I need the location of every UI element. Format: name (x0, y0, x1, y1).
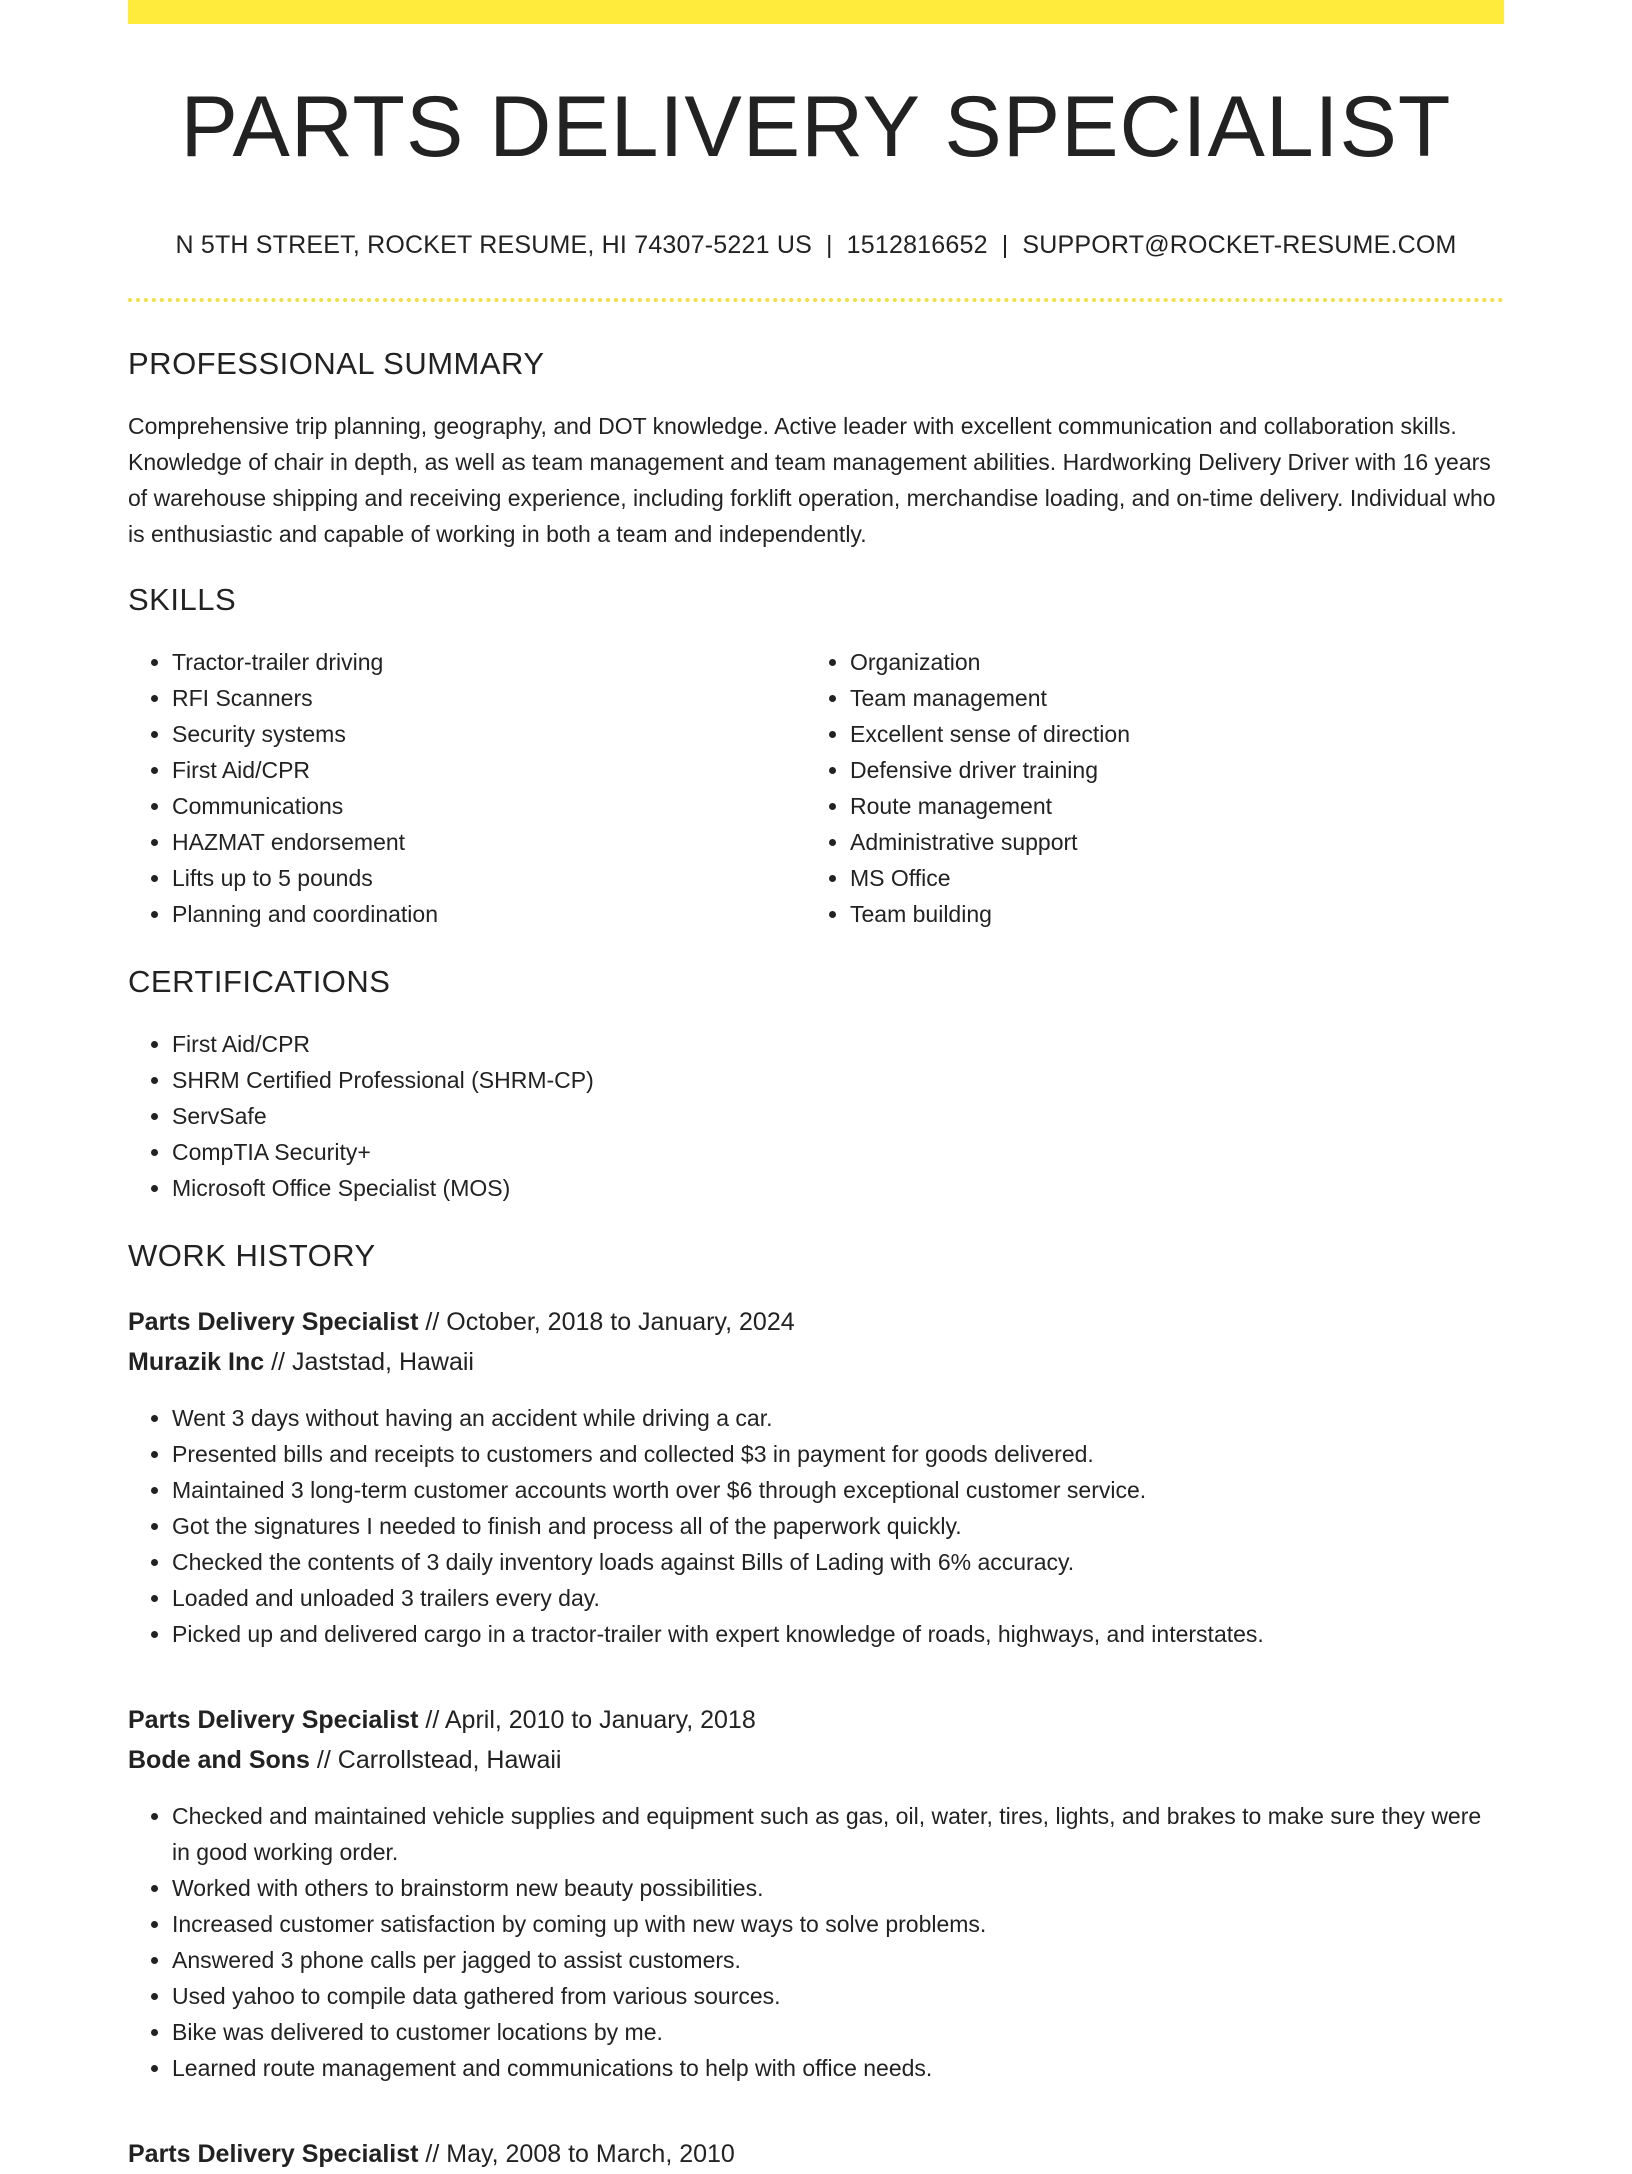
job-bullet: • Went 3 days without having an accident while driving a car. (172, 1400, 1504, 1436)
job-role-line (128, 1302, 1504, 1342)
skill-item: • First Aid/CPR (172, 752, 806, 788)
skill-item: • Communications (172, 788, 806, 824)
contact-phone: 1512816652 (846, 230, 988, 259)
skill-item: • Team building (850, 896, 1484, 932)
skill-item: • Team management (850, 680, 1484, 716)
job-location: // Jaststad, Hawaii (271, 1347, 474, 1376)
job-company-line (128, 1342, 1504, 1382)
skill-item: • Route management (850, 788, 1484, 824)
job-bullet: • Answered 3 phone calls per jagged to assist customers. (172, 1942, 1504, 1978)
certification-item: • First Aid/CPR (172, 1026, 1504, 1062)
skill-item: • HAZMAT endorsement (172, 824, 806, 860)
skill-item: • Administrative support (850, 824, 1484, 860)
job-dates: // May, 2008 to March, 2010 (425, 2139, 735, 2168)
summary-text: Comprehensive trip planning, geography, and DOT knowledge. Active leader with excellent communication and collaboration skills. Knowledge of chair in depth, as well as team management and team management abilities. Hardworking Delivery Driver with 16 years of warehouse shipping and receiving experience, including forklift operation, merchandise loading, and on-time delivery. Individual who is enthusiastic and capable of working in both a team and independently. (128, 412, 1496, 547)
job-bullet: • Picked up and delivered cargo in a tractor-trailer with expert knowledge of roads, highways, and interstates. (172, 1616, 1504, 1652)
top-accent-bar (128, 0, 1504, 24)
job-role: Parts Delivery Specialist (128, 1705, 419, 1734)
skills-list-right (806, 644, 1484, 932)
work-history-heading: WORK HISTORY (128, 1237, 376, 1273)
job-entry (128, 1700, 1504, 2086)
job-entry (128, 2134, 1504, 2174)
job-bullet: • Presented bills and receipts to customers and collected $3 in payment for goods delivered. (172, 1436, 1504, 1472)
skill-item: • Excellent sense of direction (850, 716, 1484, 752)
skill-item: • Tractor-trailer driving (172, 644, 806, 680)
certification-item: • CompTIA Security+ (172, 1134, 1504, 1170)
job-company: Murazik Inc (128, 1347, 265, 1376)
job-bullet: • Got the signatures I needed to finish and process all of the paperwork quickly. (172, 1508, 1504, 1544)
job-company: Bode and Sons (128, 1745, 310, 1774)
job-bullet: • Bike was delivered to customer locations by me. (172, 2014, 1504, 2050)
contact-separator: | (825, 230, 833, 259)
contact-email: SUPPORT@ROCKET-RESUME.COM (1022, 230, 1457, 259)
certification-item: • Microsoft Office Specialist (MOS) (172, 1170, 1504, 1206)
skill-item: • Organization (850, 644, 1484, 680)
skill-item: • RFI Scanners (172, 680, 806, 716)
summary-heading: PROFESSIONAL SUMMARY (128, 345, 545, 381)
certifications-list (128, 1026, 1504, 1206)
job-role: Parts Delivery Specialist (128, 1307, 419, 1336)
skill-item: • Lifts up to 5 pounds (172, 860, 806, 896)
job-bullet: • Learned route management and communications to help with office needs. (172, 2050, 1504, 2086)
job-role: Parts Delivery Specialist (128, 2139, 419, 2168)
contact-address: N 5TH STREET, ROCKET RESUME, HI 74307-5221 US (175, 230, 812, 259)
certifications-heading: CERTIFICATIONS (128, 963, 391, 999)
job-bullets (128, 1798, 1504, 2086)
skills-list-left (128, 644, 806, 932)
skills-heading: SKILLS (128, 581, 237, 617)
job-location: // Carrollstead, Hawaii (316, 1745, 562, 1774)
certification-item: • ServSafe (172, 1098, 1504, 1134)
skill-item: • Security systems (172, 716, 806, 752)
job-bullets (128, 1400, 1504, 1652)
job-bullet: • Maintained 3 long-term customer accounts worth over $6 through exceptional customer service. (172, 1472, 1504, 1508)
resume-title: PARTS DELIVERY SPECIALIST (180, 79, 1452, 175)
job-bullet: • Used yahoo to compile data gathered from various sources. (172, 1978, 1504, 2014)
job-bullet: • Worked with others to brainstorm new beauty possibilities. (172, 1870, 1504, 1906)
header-divider (128, 298, 1504, 302)
job-bullet: • Checked the contents of 3 daily inventory loads against Bills of Lading with 6% accuracy. (172, 1544, 1504, 1580)
job-dates: // October, 2018 to January, 2024 (425, 1307, 795, 1336)
contact-separator: | (1001, 230, 1009, 259)
contact-line (128, 231, 1504, 260)
resume-page (128, 24, 1504, 2174)
skill-item: • Planning and coordination (172, 896, 806, 932)
job-role-line (128, 2134, 1504, 2174)
job-role-line (128, 1700, 1504, 1740)
job-dates: // April, 2010 to January, 2018 (425, 1705, 756, 1734)
job-bullet: • Increased customer satisfaction by coming up with new ways to solve problems. (172, 1906, 1504, 1942)
job-entry (128, 1302, 1504, 1652)
skill-item: • Defensive driver training (850, 752, 1484, 788)
skill-item: • MS Office (850, 860, 1484, 896)
certification-item: • SHRM Certified Professional (SHRM-CP) (172, 1062, 1504, 1098)
job-bullet: • Checked and maintained vehicle supplies and equipment such as gas, oil, water, tires, lights, and brakes to make sure they were in good working order. (172, 1798, 1504, 1870)
job-bullet: • Loaded and unloaded 3 trailers every day. (172, 1580, 1504, 1616)
job-company-line (128, 1740, 1504, 1780)
skills-grid (128, 644, 1504, 932)
